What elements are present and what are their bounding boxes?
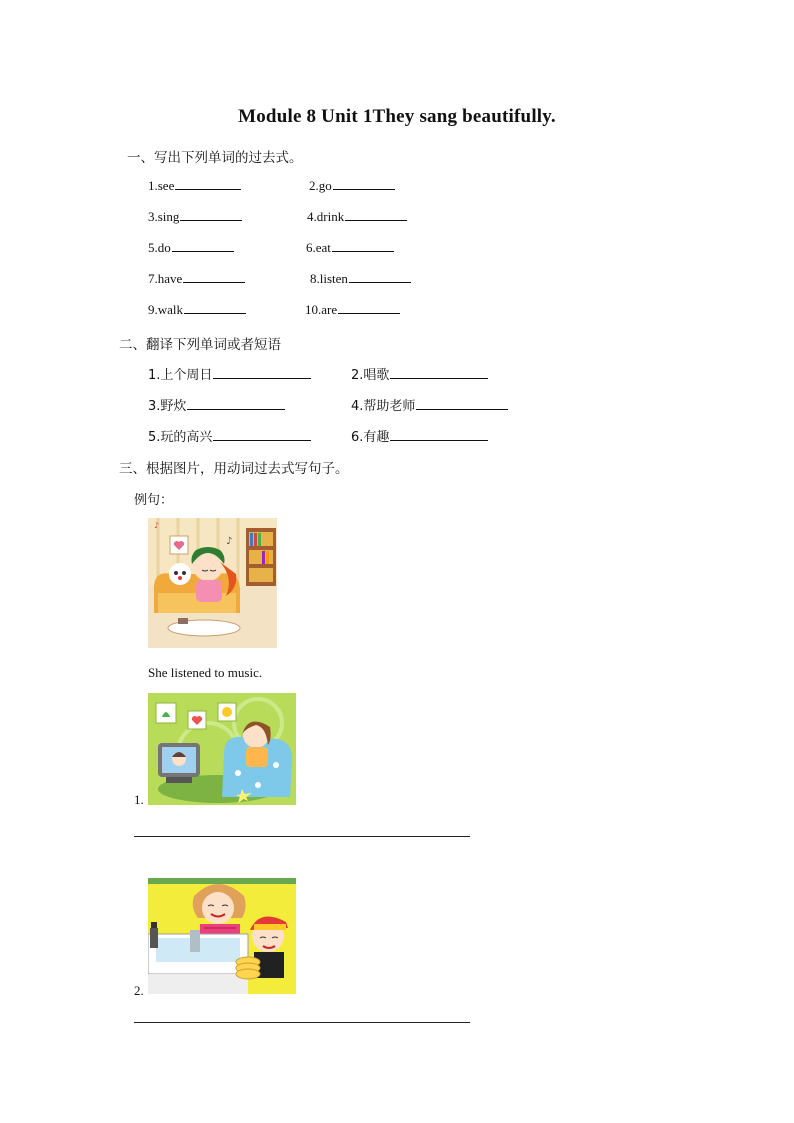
answer-blank[interactable]: [180, 208, 242, 221]
answer-blank[interactable]: [333, 177, 395, 190]
exercise-item: 4.drink: [307, 208, 407, 225]
exercise-item: 1.see: [148, 177, 241, 194]
question2-illustration: [148, 878, 296, 994]
section1-heading: 一、写出下列单词的过去式。: [127, 150, 303, 166]
exercise-item: 5.do: [148, 239, 234, 256]
answer-blank[interactable]: [345, 208, 407, 221]
answer-blank[interactable]: [416, 397, 508, 410]
answer-blank[interactable]: [172, 239, 234, 252]
section2-heading: 二、翻译下列单词或者短语: [119, 337, 281, 353]
section3-heading: 三、根据图片，用动词过去式写句子。: [119, 461, 349, 477]
answer-blank[interactable]: [175, 177, 241, 190]
exercise-item: 10.are: [305, 301, 400, 318]
answer-blank[interactable]: [213, 428, 311, 441]
answer-blank[interactable]: [338, 301, 400, 314]
svg-text:♪: ♪: [226, 536, 233, 547]
exercise-item: 6.eat: [306, 239, 394, 256]
answer-blank[interactable]: [349, 270, 411, 283]
question2-number: 2.: [134, 983, 144, 998]
exercise-item: 7.have: [148, 270, 245, 287]
exercise-item: 2.go: [309, 177, 395, 194]
answer-line[interactable]: [134, 1022, 470, 1023]
exercise-item: 1.上个周日: [148, 364, 311, 383]
exercise-item: 6.有趣: [351, 426, 488, 445]
answer-blank[interactable]: [390, 428, 488, 441]
question1-number: 1.: [134, 792, 144, 807]
exercise-item: 5.玩的高兴: [148, 426, 311, 445]
exercise-item: 4.帮助老师: [351, 395, 508, 414]
page-title: Module 8 Unit 1They sang beautifully.: [238, 106, 556, 127]
exercise-item: 8.listen: [310, 270, 411, 287]
svg-text:♪: ♪: [154, 521, 160, 530]
exercise-item: 3.sing: [148, 208, 242, 225]
exercise-item: 9.walk: [148, 301, 246, 318]
answer-line[interactable]: [134, 836, 470, 837]
answer-blank[interactable]: [332, 239, 394, 252]
exercise-item: 3.野炊: [148, 395, 285, 414]
answer-blank[interactable]: [183, 270, 245, 283]
example-sentence: She listened to music.: [148, 665, 263, 680]
answer-blank[interactable]: [213, 366, 311, 379]
question1-illustration: [148, 693, 296, 805]
answer-blank[interactable]: [390, 366, 488, 379]
answer-blank[interactable]: [187, 397, 285, 410]
answer-blank[interactable]: [184, 301, 246, 314]
exercise-item: 2.唱歌: [351, 364, 488, 383]
example-illustration: [148, 518, 277, 648]
example-label: 例句：: [134, 493, 174, 508]
